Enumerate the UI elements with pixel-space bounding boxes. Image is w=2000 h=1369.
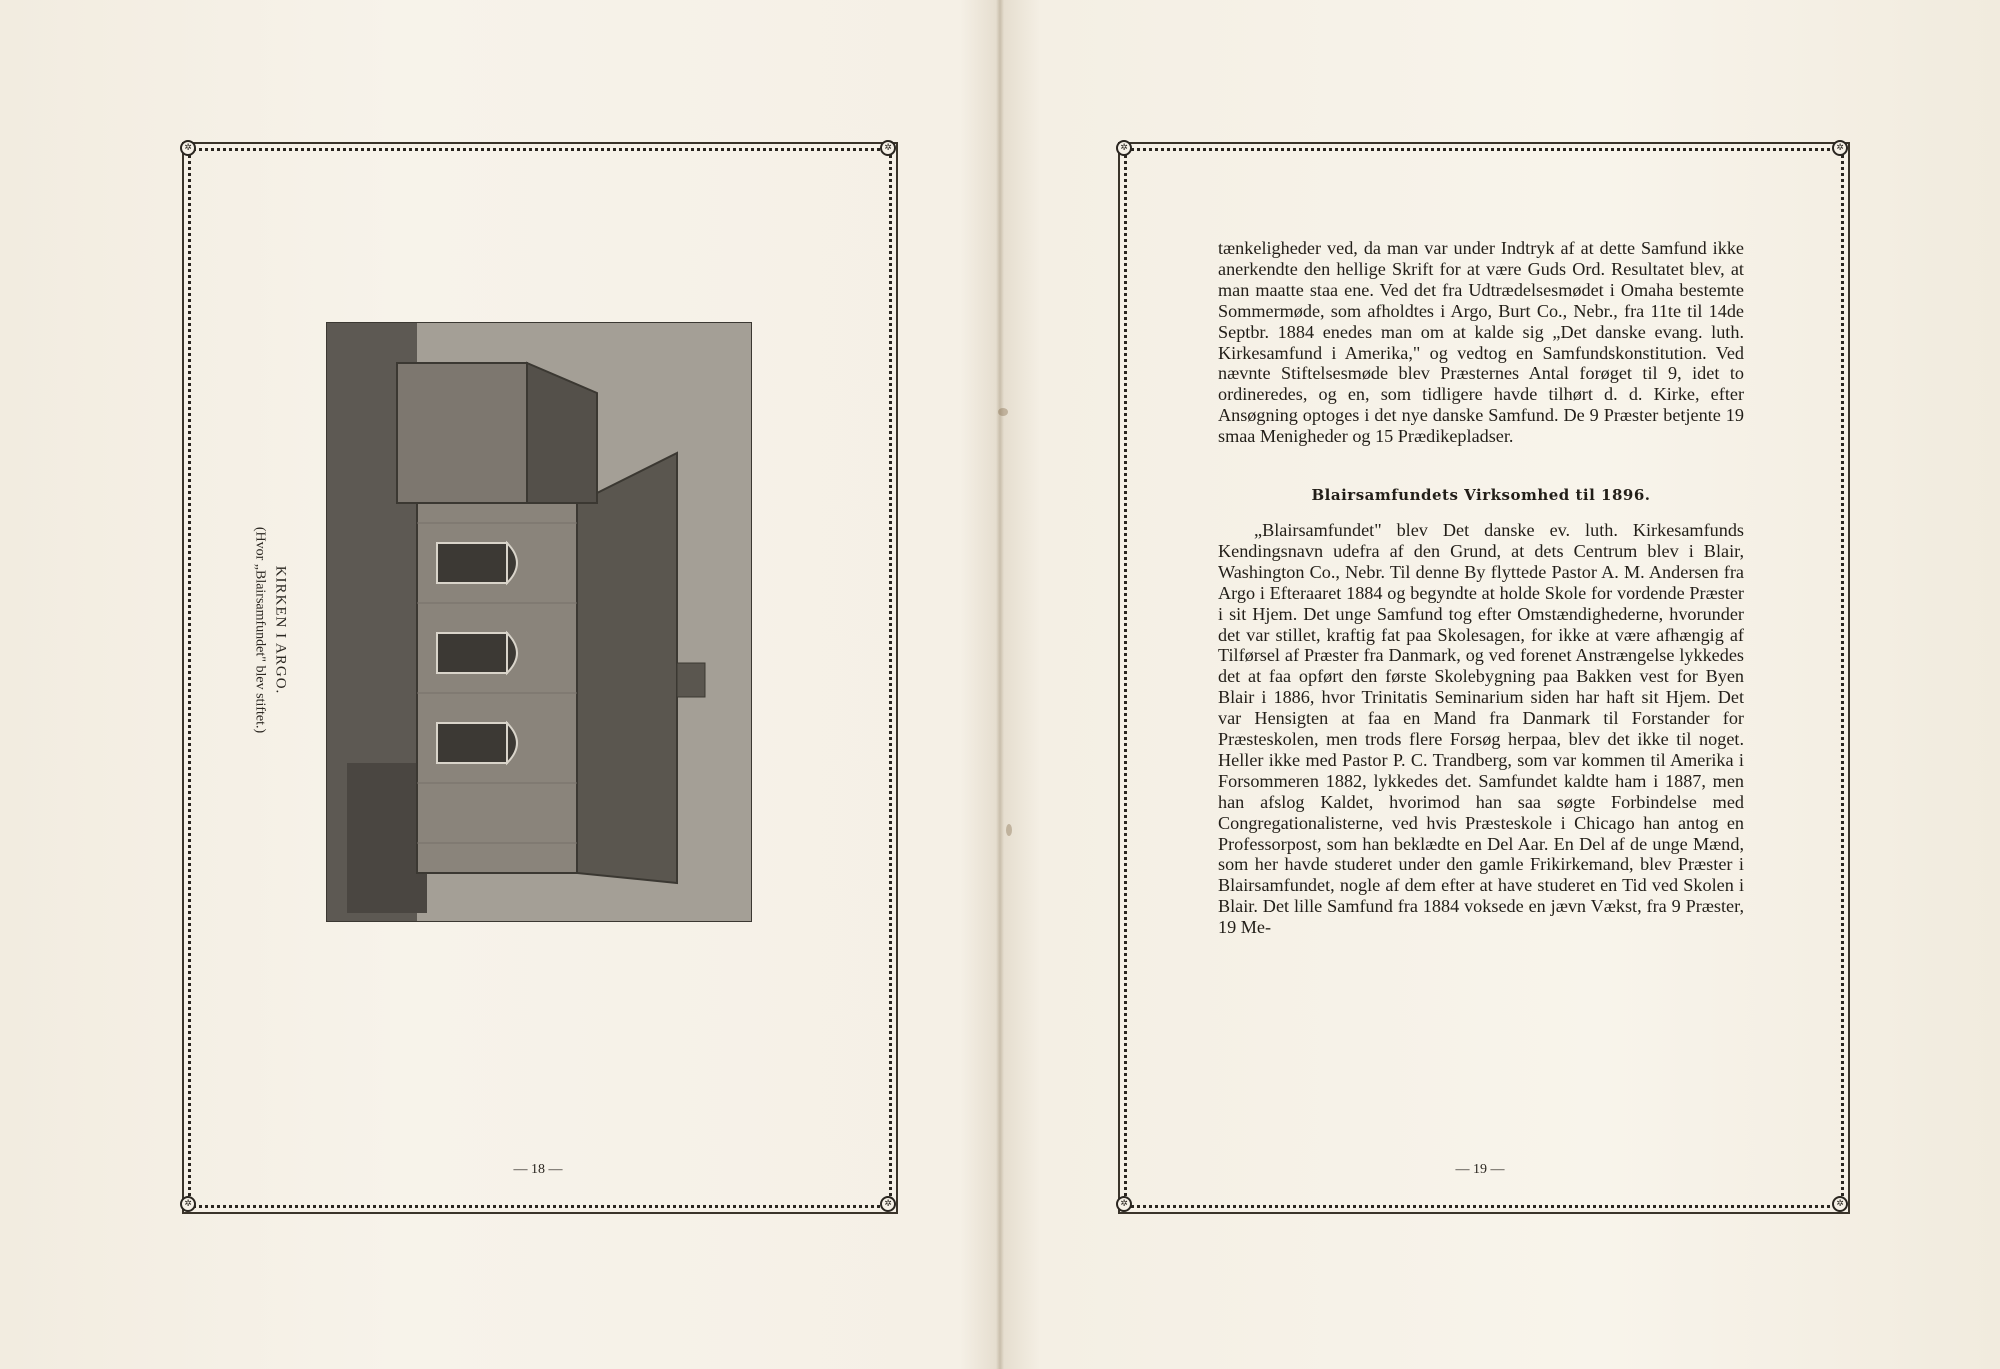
photo-caption [230, 400, 310, 860]
corner-ornament-icon: ✲ [880, 1196, 896, 1212]
caption-subtitle: (Hvor „Blairsamfundet" blev stiftet.) [252, 526, 268, 734]
page-number-right: — 19 — [1455, 1162, 1505, 1177]
corner-ornament-icon: ✲ [880, 140, 896, 156]
photo-trees [347, 763, 427, 913]
church-chimney [677, 663, 705, 697]
church-illustration [327, 323, 751, 921]
paragraph-continued: tænkeligheder ved, da man var under Indtryk af at dette Samfund ikke anerkendte den hellige Skrift for at være Guds Ord. Resultatet blev, at man maatte staa ene. Ved det fra Udtrædelsesmødet i Omaha bestemte Sommermøde, som afholdtes i Argo, Burt Co., Nebr., fra 11te til 14de Septbr. 1884 enedes man om at kalde sig „Det danske evang. luth. Kirkesamfund i Amerika," og vedtog en Samfundskonstitution. Ved nævnte Stiftelsesmøde blev Præsternes Antal forøget til 9, idet to ordineredes, og en, som tidligere havde tilhørt d. d. Kirke, efter Ansøgning optoges i det nye danske Samfund. De 9 Præster betjente 19 smaa Menigheder og 15 Prædikepladser. [1218, 238, 1744, 447]
church-roof [577, 453, 677, 883]
corner-ornament-icon: ✲ [180, 1196, 196, 1212]
corner-ornament-icon: ✲ [1832, 1196, 1848, 1212]
page-number-left: — 18 — [513, 1162, 563, 1177]
caption-title: KIRKEN I ARGO. [272, 565, 289, 695]
corner-ornament-icon: ✲ [1116, 1196, 1132, 1212]
section-heading: Blairsamfundets Virksomhed til 1896. [1311, 486, 1651, 505]
church-photograph [326, 322, 752, 922]
church-windows [437, 543, 517, 763]
corner-ornament-icon: ✲ [180, 140, 196, 156]
corner-ornament-icon: ✲ [1832, 140, 1848, 156]
church-porch [397, 363, 527, 503]
paragraph-blairsamfundet: „Blairsamfundet" blev Det danske ev. luth. Kirkesamfunds Kendingsnavn udefra af den Grund, at dets Centrum blev i Blair, Washington Co., Nebr. Til denne By flyttede Pastor A. M. Andersen fra Argo i Efteraaret 1884 og begyndte at holde Skole for vordende Præster i sit Hjem. Det unge Samfund tog efter Omstændighederne, hvorunder det var stillet, kraftig fat paa Skolesagen, for ikke at være afhængig af Tilførsel af Præster fra Danmark, og ved forenet Anstrængelse lykkedes det at faa opført den første Skolebygning paa Bakken vest for Byen Blair i 1886, hvor Trinitatis Seminarium siden har haft sit Hjem. Det var Hensigten at faa en Mand fra Danmark til Forstander for Præsteskolen, men trods flere Forsøg herpaa, blev det ikke til noget. Heller ikke med Pastor P. C. Trandberg, som var kommen til Amerika i Forsommeren 1882, lykkedes det. Samfundet kaldte ham i 1887, men han afslog Kaldet, hvorimod han saa søgte Forbindelse med Congregationalisterne, ved hvis Præsteskole i Chicago han antog en Professorpost, som han beklædte en Del Aar. En Del af de unge Mænd, som her havde studeret under den gamle Frikirkemand, blev Præster i Blairsamfundet, nogle af dem efter at have studeret en Tid ved Skolen i Blair. Det lille Samfund fra 1884 voksede en jævn Vækst, fra 9 Præster, 19 Me- [1218, 519, 1744, 938]
corner-ornament-icon: ✲ [1116, 140, 1132, 156]
body-text [1218, 238, 1744, 938]
